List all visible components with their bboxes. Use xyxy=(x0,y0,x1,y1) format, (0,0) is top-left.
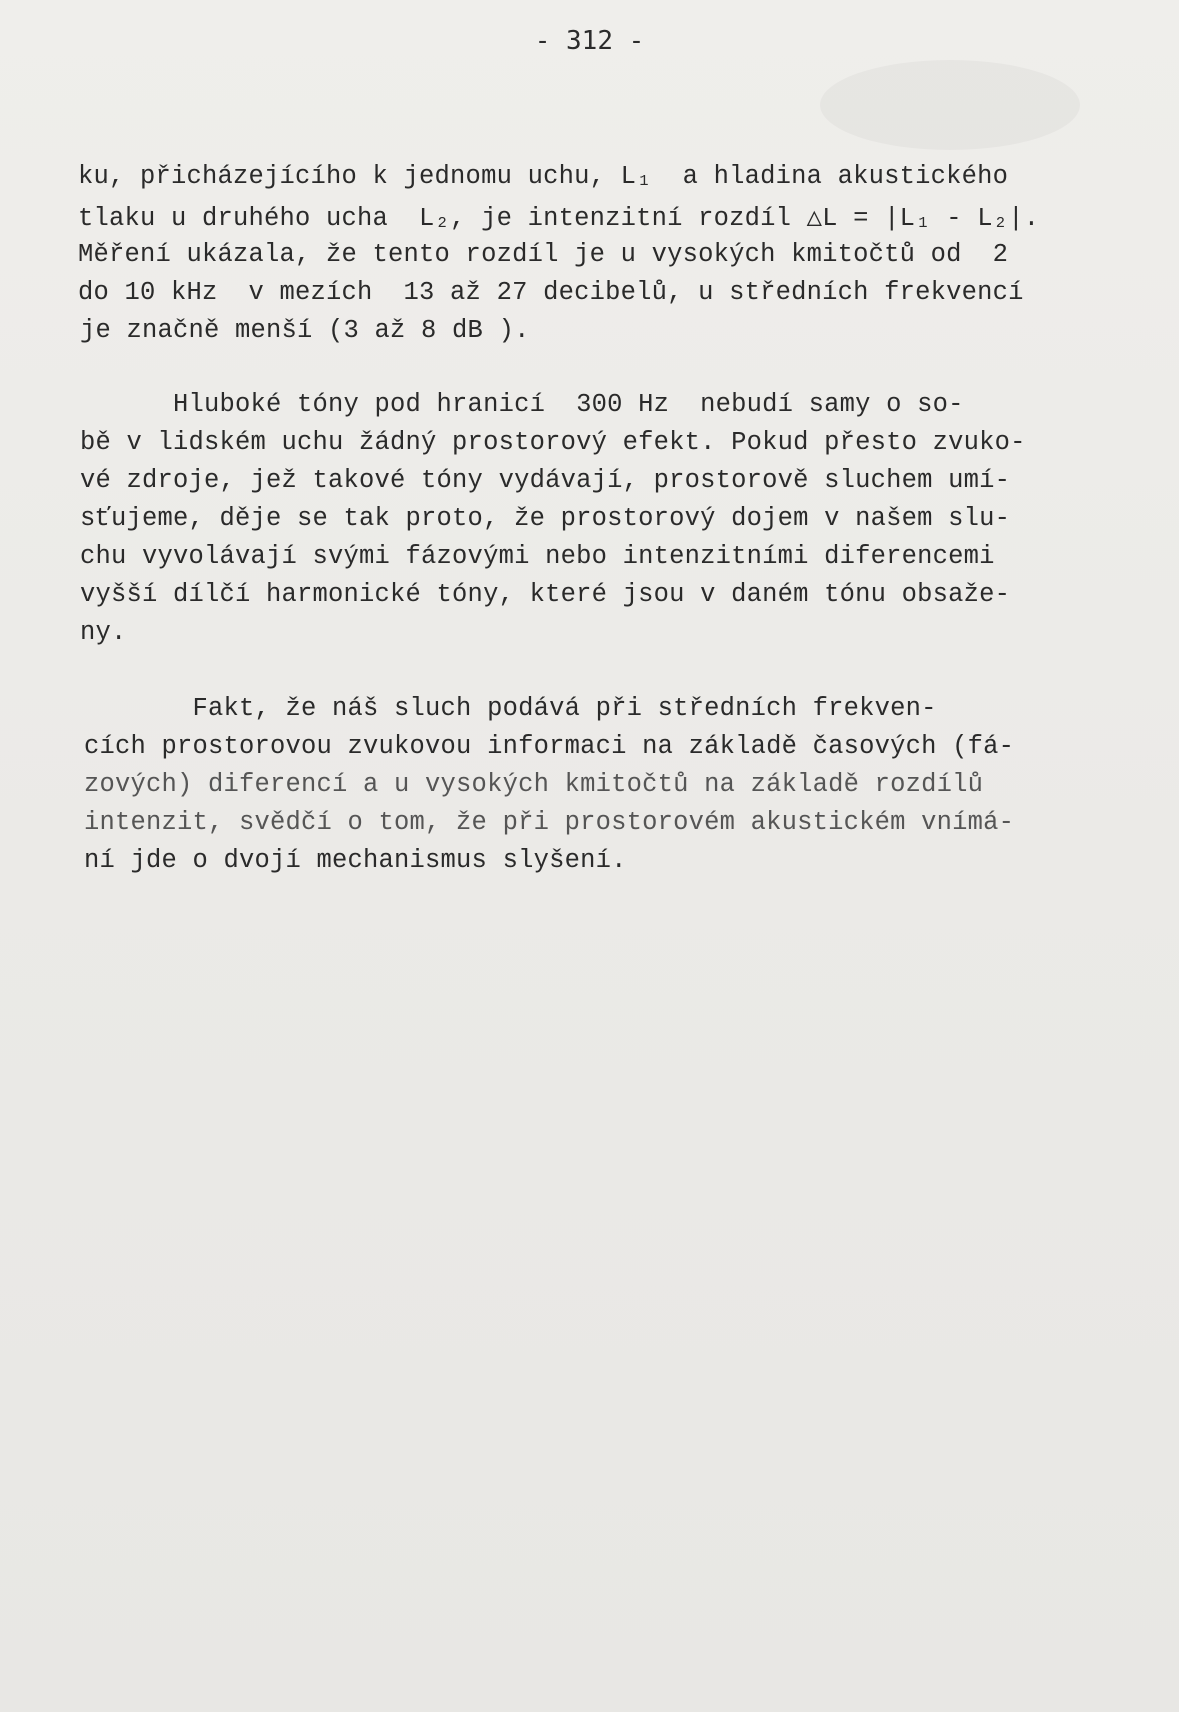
text-line: Fakt, že náš sluch podává při středních frekven- xyxy=(84,694,937,723)
text-line: ny. xyxy=(80,618,127,647)
text-line: tlaku u druhého ucha L₂, je intenzitní rozdíl △L = |L₁ - L₂|. xyxy=(78,204,1040,233)
text-line: je značně menší (3 až 8 dB ). xyxy=(80,316,530,345)
text-line: intenzit, svědčí o tom, že při prostorovém akustickém vnímá- xyxy=(84,808,1015,837)
text-line: zových) diferencí a u vysokých kmitočtů na základě rozdílů xyxy=(84,770,984,799)
text-line: sťujeme, děje se tak proto, že prostorový dojem v našem slu- xyxy=(80,504,1011,533)
text-line: vyšší dílčí harmonické tóny, které jsou v daném tónu obsaže- xyxy=(80,580,1011,609)
page-number: - 312 - xyxy=(534,26,645,56)
paper-smudge xyxy=(820,60,1080,150)
text-line: chu vyvolávají svými fázovými nebo intenzitními diferencemi xyxy=(80,542,995,571)
text-line: cích prostorovou zvukovou informaci na základě časových (fá- xyxy=(84,732,1015,761)
text-line: Hluboké tóny pod hranicí 300 Hz nebudí samy o so- xyxy=(80,390,964,419)
text-line: ní jde o dvojí mechanismus slyšení. xyxy=(84,846,627,875)
text-line: Měření ukázala, že tento rozdíl je u vysokých kmitočtů od 2 xyxy=(78,240,1009,269)
text-line: do 10 kHz v mezích 13 až 27 decibelů, u středních frekvencí xyxy=(78,278,1024,307)
text-line: ku, přicházejícího k jednomu uchu, L₁ a hladina akustického xyxy=(78,162,1009,191)
text-line: vé zdroje, jež takové tóny vydávají, prostorově sluchem umí- xyxy=(80,466,1011,495)
text-line: bě v lidském uchu žádný prostorový efekt. Pokud přesto zvuko- xyxy=(80,428,1026,457)
